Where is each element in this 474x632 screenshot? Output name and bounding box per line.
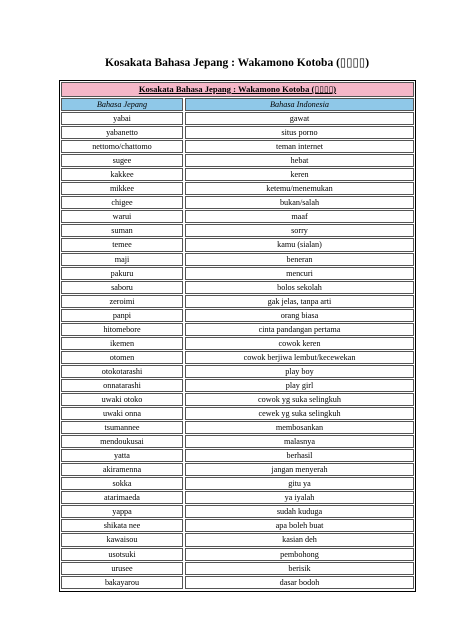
indonesian-meaning: mencuri	[185, 267, 414, 280]
japanese-term: otokotarashi	[61, 365, 183, 378]
table-row	[61, 309, 414, 322]
japanese-term: akiramenna	[61, 463, 183, 476]
indonesian-meaning: beneran	[185, 253, 414, 266]
japanese-term: otomen	[61, 351, 183, 364]
japanese-term: zeroimi	[61, 295, 183, 308]
indonesian-meaning: sorry	[185, 224, 414, 237]
table-row	[61, 576, 414, 589]
indonesian-meaning: ya iyalah	[185, 491, 414, 504]
indonesian-meaning: apa boleh buat	[185, 519, 414, 532]
table-row	[61, 562, 414, 575]
table-row	[61, 449, 414, 462]
table-body	[61, 112, 414, 589]
vocabulary-table	[59, 80, 416, 592]
japanese-term: ikemen	[61, 337, 183, 350]
japanese-term: chigee	[61, 196, 183, 209]
table-row	[61, 112, 414, 125]
table-row	[61, 491, 414, 504]
table-row	[61, 295, 414, 308]
table-row	[61, 182, 414, 195]
table-row	[61, 379, 414, 392]
japanese-term: pakuru	[61, 267, 183, 280]
column-header-indonesian: Bahasa Indonesia	[185, 98, 414, 111]
indonesian-meaning: cowok berjiwa lembut/kecewekan	[185, 351, 414, 364]
indonesian-meaning: maaf	[185, 210, 414, 223]
indonesian-meaning: cowok keren	[185, 337, 414, 350]
table-row	[61, 253, 414, 266]
japanese-term: sokka	[61, 477, 183, 490]
table-row	[61, 365, 414, 378]
indonesian-meaning: gak jelas, tanpa arti	[185, 295, 414, 308]
japanese-term: yappa	[61, 505, 183, 518]
table-row	[61, 196, 414, 209]
table-row	[61, 267, 414, 280]
japanese-term: yabai	[61, 112, 183, 125]
japanese-term: mikkee	[61, 182, 183, 195]
japanese-term: suman	[61, 224, 183, 237]
column-header-row	[61, 98, 414, 111]
japanese-term: uwaki onna	[61, 407, 183, 420]
table-row	[61, 351, 414, 364]
japanese-term: kakkee	[61, 168, 183, 181]
japanese-term: usotsuki	[61, 548, 183, 561]
indonesian-meaning: cewek yg suka selingkuh	[185, 407, 414, 420]
column-header-japanese: Bahasa Jepang	[61, 98, 183, 111]
indonesian-meaning: cowok yg suka selingkuh	[185, 393, 414, 406]
table-row	[61, 337, 414, 350]
indonesian-meaning: berhasil	[185, 449, 414, 462]
japanese-term: atarimaeda	[61, 491, 183, 504]
indonesian-meaning: keren	[185, 168, 414, 181]
table-row	[61, 323, 414, 336]
table-row	[61, 393, 414, 406]
indonesian-meaning: malasnya	[185, 435, 414, 448]
table-row	[61, 154, 414, 167]
japanese-term: sugee	[61, 154, 183, 167]
table-row	[61, 463, 414, 476]
japanese-term: urusee	[61, 562, 183, 575]
indonesian-meaning: pembohong	[185, 548, 414, 561]
table-row	[61, 477, 414, 490]
table-row	[61, 435, 414, 448]
table-row	[61, 421, 414, 434]
japanese-term: hitomebore	[61, 323, 183, 336]
indonesian-meaning: bukan/salah	[185, 196, 414, 209]
indonesian-meaning: ketemu/menemukan	[185, 182, 414, 195]
indonesian-meaning: play girl	[185, 379, 414, 392]
indonesian-meaning: membosankan	[185, 421, 414, 434]
indonesian-meaning: play boy	[185, 365, 414, 378]
indonesian-meaning: orang biasa	[185, 309, 414, 322]
japanese-term: panpi	[61, 309, 183, 322]
indonesian-meaning: berisik	[185, 562, 414, 575]
japanese-term: uwaki otoko	[61, 393, 183, 406]
document-title: Kosakata Bahasa Jepang : Wakamono Kotoba (▯▯▯▯)	[104, 57, 370, 69]
table-row	[61, 126, 414, 139]
indonesian-meaning: kasian deh	[185, 533, 414, 546]
indonesian-meaning: jangan menyerah	[185, 463, 414, 476]
japanese-term: shikata nee	[61, 519, 183, 532]
indonesian-meaning: gitu ya	[185, 477, 414, 490]
indonesian-meaning: cinta pandangan pertama	[185, 323, 414, 336]
table-row	[61, 168, 414, 181]
japanese-term: bakayarou	[61, 576, 183, 589]
japanese-term: onnatarashi	[61, 379, 183, 392]
indonesian-meaning: situs porno	[185, 126, 414, 139]
table-row	[61, 281, 414, 294]
japanese-term: nettomo/chattomo	[61, 140, 183, 153]
table-row	[61, 238, 414, 251]
table-row	[61, 140, 414, 153]
japanese-term: tsumannee	[61, 421, 183, 434]
japanese-term: kawaisou	[61, 533, 183, 546]
japanese-term: mendoukusai	[61, 435, 183, 448]
japanese-term: maji	[61, 253, 183, 266]
indonesian-meaning: gawat	[185, 112, 414, 125]
table-row	[61, 505, 414, 518]
japanese-term: saboru	[61, 281, 183, 294]
table-header: Kosakata Bahasa Jepang : Wakamono Kotoba (▯▯▯▯)	[61, 82, 414, 97]
indonesian-meaning: teman internet	[185, 140, 414, 153]
table-row	[61, 548, 414, 561]
indonesian-meaning: kamu (sialan)	[185, 238, 414, 251]
indonesian-meaning: dasar bodoh	[185, 576, 414, 589]
table-row	[61, 533, 414, 546]
japanese-term: warui	[61, 210, 183, 223]
table-row	[61, 519, 414, 532]
japanese-term: yatta	[61, 449, 183, 462]
japanese-term: temee	[61, 238, 183, 251]
indonesian-meaning: sudah kuduga	[185, 505, 414, 518]
table-row	[61, 407, 414, 420]
indonesian-meaning: bolos sekolah	[185, 281, 414, 294]
indonesian-meaning: hebat	[185, 154, 414, 167]
table-row	[61, 224, 414, 237]
japanese-term: yabanetto	[61, 126, 183, 139]
table-row	[61, 210, 414, 223]
